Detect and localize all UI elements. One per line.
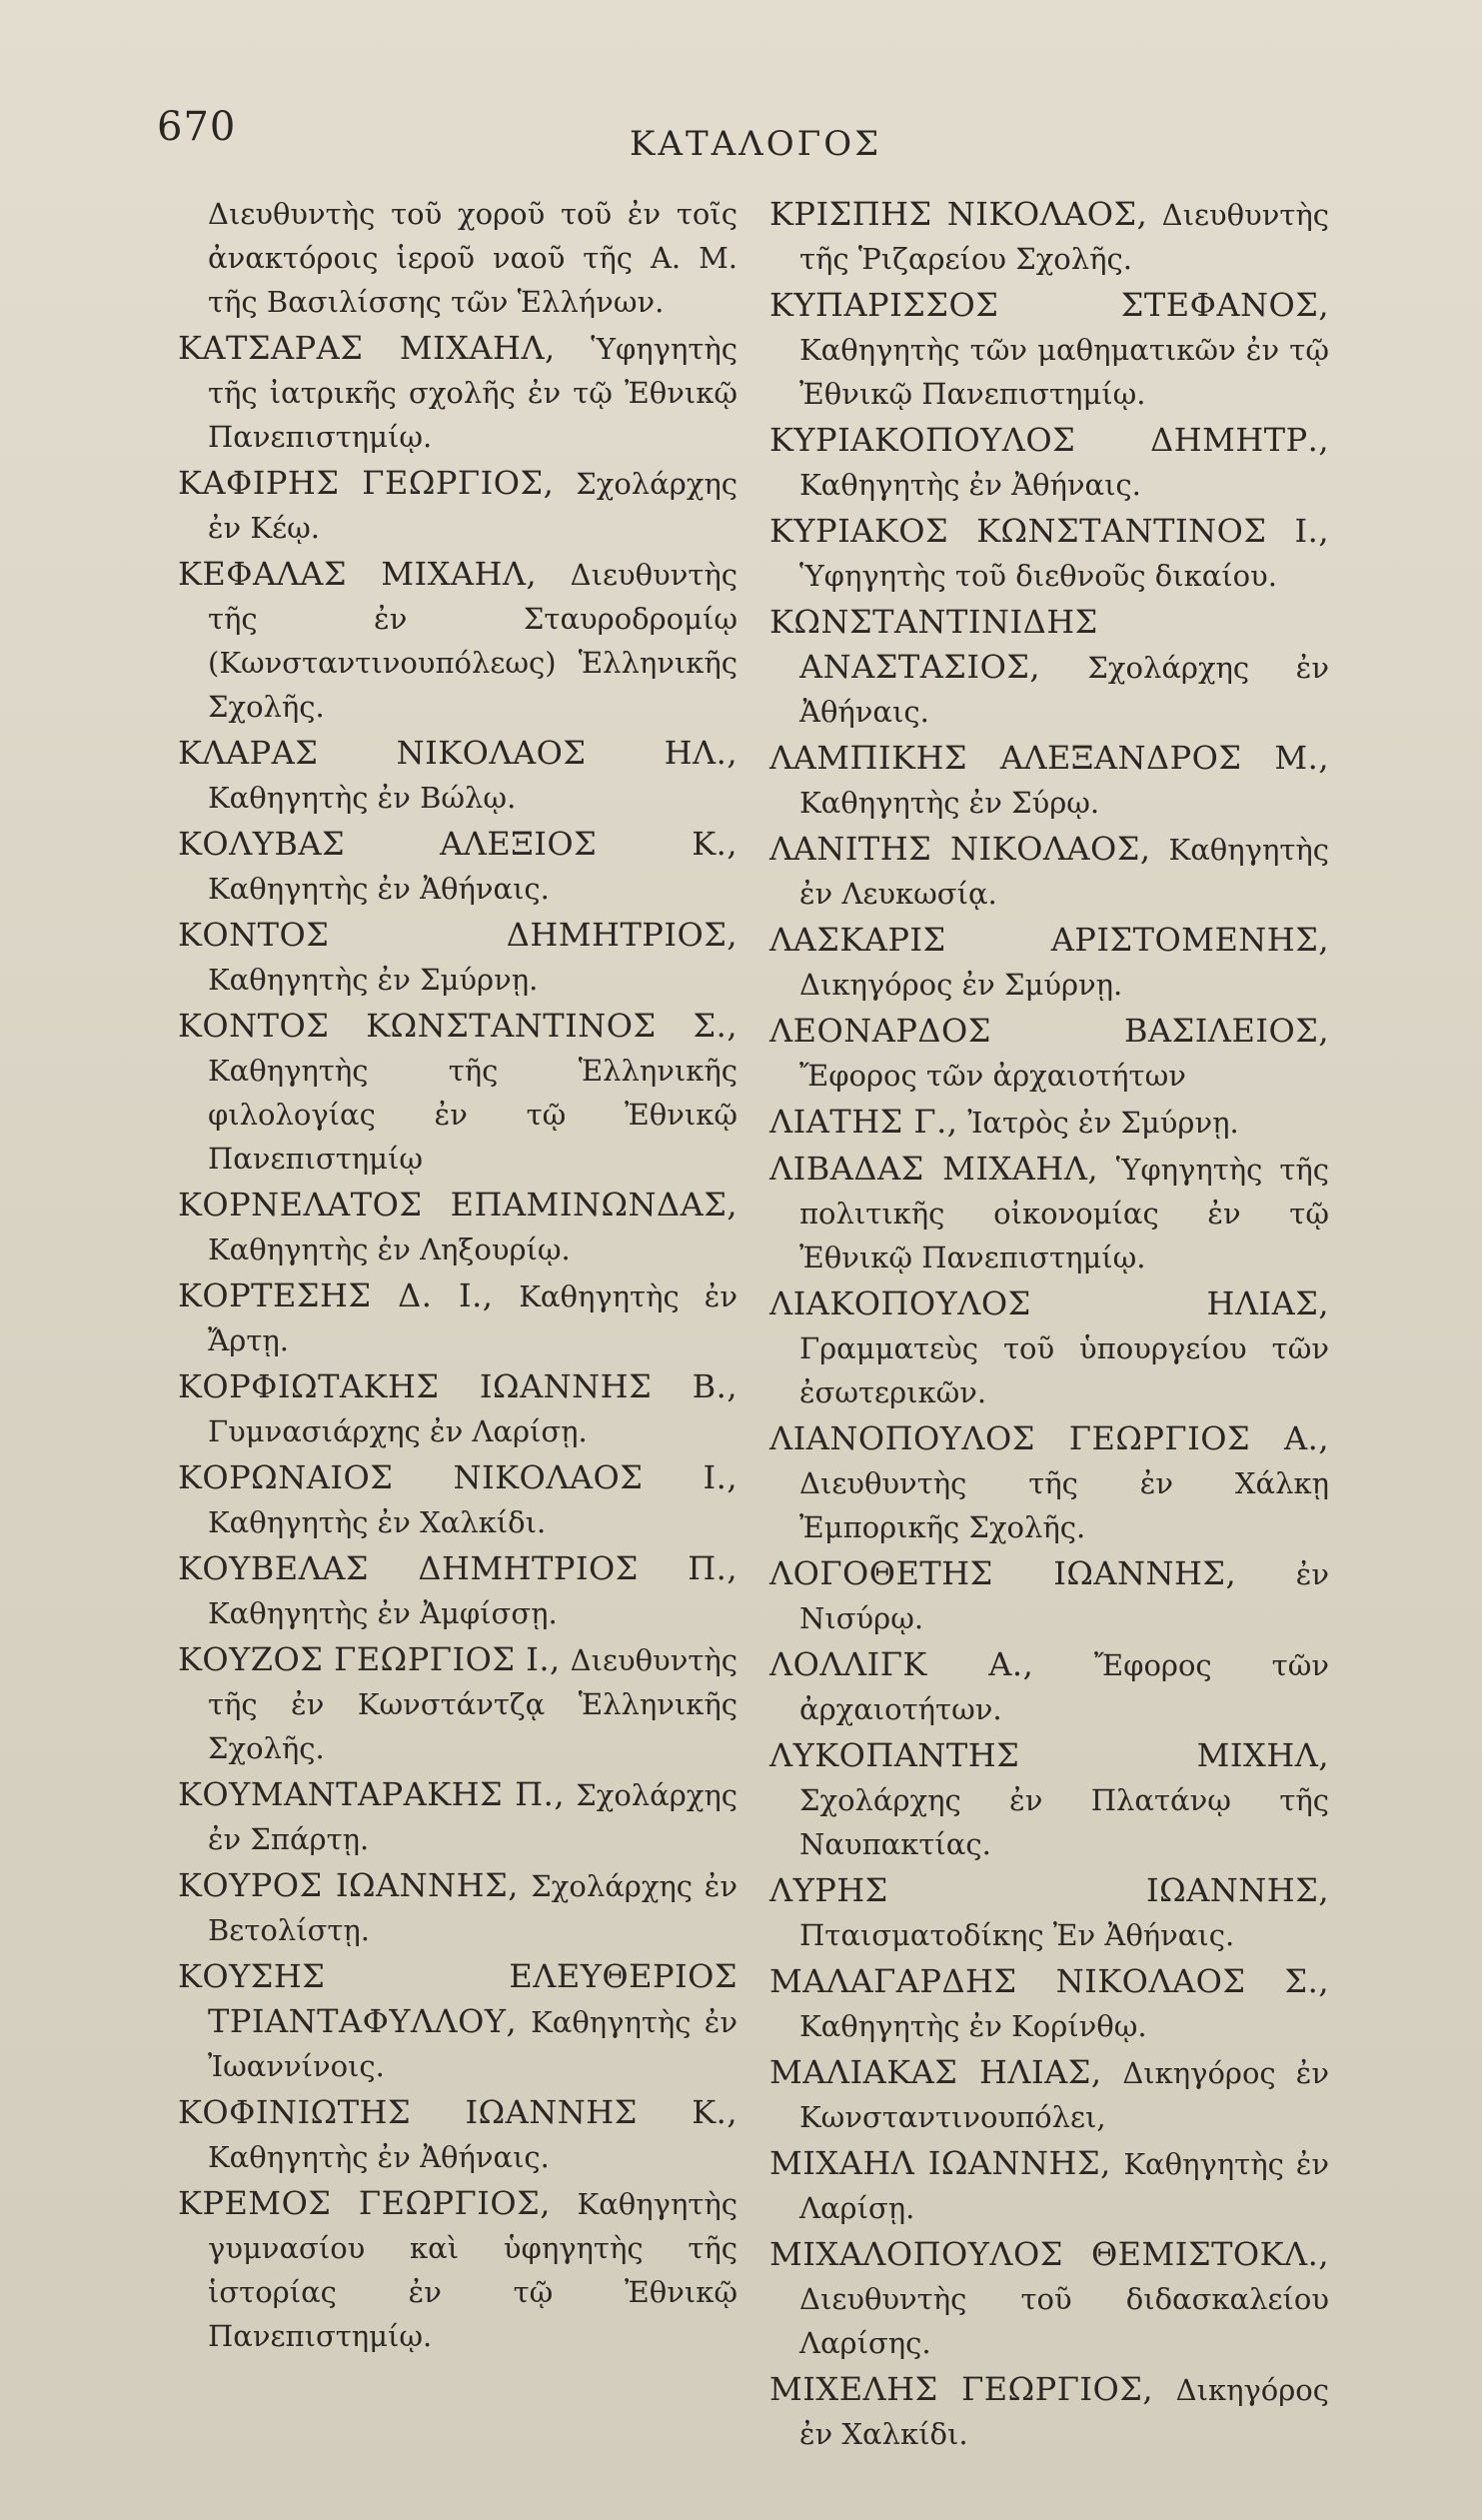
directory-entry	[178, 1863, 738, 1952]
directory-entry	[769, 418, 1329, 507]
entry-name: ΚΟΥΒΕΛΑΣ ΔΗΜΗΤΡΙΟΣ Π.,	[178, 1549, 738, 1587]
directory-entry	[769, 1959, 1329, 2048]
entry-description: Ὑφηγητὴς τῆς ἰατρικῆς σχολῆς ἐν τῷ Ἐθνικῷ Πανεπιστημίῳ.	[208, 332, 738, 454]
directory-entry	[769, 1009, 1329, 1098]
entry-name: ΛΑΣΚΑΡΙΣ ΑΡΙΣΤΟΜΕΝΗΣ,	[769, 921, 1329, 959]
entry-name: ΚΩΝΣΤΑΝΤΙΝΙΔΗΣ ΑΝΑΣΤΑΣΙΟΣ,	[769, 603, 1098, 686]
entry-description: Σχολάρχης ἐν Πλατάνῳ τῆς Ναυπακτίας.	[799, 1783, 1329, 1861]
directory-entry	[178, 1273, 738, 1362]
directory-entry	[178, 1183, 738, 1271]
entry-name: ΛΙΑΝΟΠΟΥΛΟΣ ΓΕΩΡΓΙΟΣ Α.,	[769, 1419, 1329, 1457]
entry-name: ΚΟΛΥΒΑΣ ΑΛΕΞΙΟΣ Κ.,	[178, 825, 738, 863]
directory-entry	[769, 600, 1329, 734]
entry-name: ΛΙΒΑΔΑΣ ΜΙΧΑΗΛ,	[769, 1150, 1099, 1188]
directory-entry	[769, 2367, 1329, 2456]
entry-name: ΚΟΡΤΕΣΗΣ Δ. Ι.,	[178, 1276, 494, 1314]
directory-entry	[178, 1455, 738, 1544]
entry-description: Καθηγητὴς ἐν Ἀθήναις.	[208, 872, 550, 906]
entry-description: Σχολάρχης ἐν Ἀθήναις.	[799, 651, 1329, 729]
entry-description: Καθηγητὴς ἐν Σύρῳ.	[799, 786, 1100, 820]
entry-description: Σχολάρχης ἐν Βετολίστῃ.	[208, 1869, 739, 1947]
entry-description: Σχολάρχης ἐν Σπάρτῃ.	[208, 1778, 739, 1856]
entry-description: Καθηγητὴς ἐν Ἰωαννίνοις.	[208, 2005, 738, 2083]
entry-description: Ἔφορος τῶν ἀρχαιοτήτων.	[799, 1648, 1330, 1726]
entry-name: ΚΟΡΦΙΩΤΑΚΗΣ ΙΩΑΝΝΗΣ Β.,	[178, 1367, 738, 1405]
entry-name: ΚΟΝΤΟΣ ΔΗΜΗΤΡΙΟΣ,	[178, 916, 738, 954]
entry-description: Ὑφηγητὴς τῆς πολιτικῆς οἰκονομίας ἐν τῷ Ἐθνικῷ Πανεπιστημίῳ.	[799, 1153, 1330, 1274]
entry-name: ΛΙΑΚΟΠΟΥΛΟΣ ΗΛΙΑΣ,	[769, 1284, 1329, 1322]
entry-name: ΚΡΙΣΠΗΣ ΝΙΚΟΛΑΟΣ,	[769, 195, 1148, 233]
entry-name: ΚΥΡΙΑΚΟΣ ΚΩΝΣΤΑΝΤΙΝΟΣ Ι.,	[769, 512, 1329, 550]
entry-name: ΚΥΡΙΑΚΟΠΟΥΛΟΣ ΔΗΜΗΤΡ.,	[769, 421, 1329, 459]
entry-description: Διευθυντὴς τῆς ἐν Χάλκῃ Ἐμπορικῆς Σχολῆς.	[799, 1466, 1329, 1544]
entry-description: Καθηγητὴς ἐν Χαλκίδι.	[208, 1505, 547, 1539]
entry-name: ΛΟΓΟΘΕΤΗΣ ΙΩΑΝΝΗΣ,	[769, 1554, 1237, 1592]
entry-name: ΜΙΧΕΛΗΣ ΓΕΩΡΓΙΟΣ,	[769, 2370, 1154, 2408]
entry-name: ΜΑΛΙΑΚΑΣ ΗΛΙΑΣ,	[769, 2053, 1102, 2091]
entry-description: Δικηγόρος ἐν Σμύρνῃ.	[799, 968, 1123, 1002]
directory-entry	[769, 283, 1329, 416]
directory-entry	[769, 918, 1329, 1007]
directory-entry	[769, 1868, 1329, 1957]
left-column	[178, 192, 738, 2360]
directory-entry	[769, 509, 1329, 598]
directory-entry	[178, 552, 738, 729]
directory-entry	[769, 1733, 1329, 1866]
directory-entry	[769, 192, 1329, 281]
directory-entry	[769, 1281, 1329, 1414]
entry-description: Καθηγητὴς ἐν Ἀθήναις.	[799, 468, 1141, 502]
entry-name: ΚΟΡΝΕΛΑΤΟΣ ΕΠΑΜΙΝΩΝΔΑΣ,	[178, 1186, 738, 1224]
directory-entry	[769, 1147, 1329, 1279]
entry-name: ΛΙΑΤΗΣ Γ.,	[769, 1103, 958, 1141]
entry-name: ΚΟΦΙΝΙΩΤΗΣ ΙΩΑΝΝΗΣ Κ.,	[178, 2093, 738, 2131]
entry-description: Καθηγητὴς ἐν Σμύρνῃ.	[208, 963, 539, 997]
entry-name: ΚΕΦΑΛΑΣ ΜΙΧΑΗΛ,	[178, 555, 538, 593]
directory-entry	[769, 2232, 1329, 2365]
directory-entry	[178, 326, 738, 459]
directory-entry	[178, 1772, 738, 1861]
entry-description: Διευθυντὴς τοῦ χοροῦ τοῦ ἐν τοῖς ἀνακτόροις ἱεροῦ ναοῦ τῆς Α. Μ. τῆς Βασιλίσσης τῶν Ἑλλήνων.	[208, 197, 738, 319]
directory-entry	[178, 461, 738, 550]
entry-description: Ἰατρὸς ἐν Σμύρνῃ.	[967, 1106, 1239, 1140]
entry-description: Καθηγητὴς ἐν Ἄρτῃ.	[208, 1279, 739, 1357]
entry-name: ΚΟΥΣΗΣ ΕΛΕΥΘΕΡΙΟΣ ΤΡΙΑΝΤΑΦΥΛΛΟΥ,	[178, 1957, 738, 2040]
right-column	[769, 192, 1329, 2458]
entry-name: ΚΟΝΤΟΣ ΚΩΝΣΤΑΝΤΙΝΟΣ Σ.,	[178, 1007, 738, 1045]
directory-entry	[769, 1551, 1329, 1640]
entry-name: ΛΕΟΝΑΡΔΟΣ ΒΑΣΙΛΕΙΟΣ,	[769, 1012, 1329, 1050]
entry-description: Διευθυντὴς τοῦ διδασκαλείου Λαρίσης.	[799, 2282, 1329, 2360]
entry-name: ΚΟΥΜΑΝΤΑΡΑΚΗΣ Π.,	[178, 1775, 565, 1813]
entry-name: ΚΥΠΑΡΙΣΣΟΣ ΣΤΕΦΑΝΟΣ,	[769, 286, 1329, 324]
entry-name: ΛΑΝΙΤΗΣ ΝΙΚΟΛΑΟΣ,	[769, 830, 1151, 868]
entry-description: Δικηγόρος ἐν Κωνσταντινουπόλει,	[799, 2056, 1329, 2134]
directory-entry	[178, 2090, 738, 2179]
entry-name: ΜΙΧΑΛΟΠΟΥΛΟΣ ΘΕΜΙΣΤΟΚΛ.,	[769, 2235, 1329, 2273]
directory-entry	[178, 1637, 738, 1770]
entry-name: ΚΑΤΣΑΡΑΣ ΜΙΧΑΗΛ,	[178, 329, 556, 367]
entry-name: ΛΑΜΠΙΚΗΣ ΑΛΕΞΑΝΔΡΟΣ Μ.,	[769, 739, 1329, 777]
entry-name: ΚΛΑΡΑΣ ΝΙΚΟΛΑΟΣ ΗΛ.,	[178, 734, 738, 772]
entry-name: ΛΥΚΟΠΑΝΤΗΣ ΜΙΧΗΛ,	[769, 1736, 1329, 1774]
directory-entry	[178, 731, 738, 820]
entry-description: Καθηγητὴς γυμνασίου καὶ ὑφηγητὴς τῆς ἱστορίας ἐν τῷ Ἐθνικῷ Πανεπιστημίῳ.	[208, 2187, 738, 2353]
entry-description: Καθηγητὴς τῶν μαθηματικῶν ἐν τῷ Ἐθνικῷ Πανεπιστημίῳ.	[799, 333, 1329, 411]
directory-entry	[769, 1416, 1329, 1549]
directory-entry	[769, 827, 1329, 916]
entry-description: Σχολάρχης ἐν Κέῳ.	[208, 467, 739, 545]
entry-description: Καθηγητὴς ἐν Ἀμφίσσῃ.	[208, 1596, 558, 1630]
entry-description: ἐν Νισύρῳ.	[799, 1557, 1329, 1635]
entry-description: Γυμνασιάρχης ἐν Λαρίσῃ.	[208, 1414, 588, 1448]
directory-entry	[769, 736, 1329, 825]
entry-description: Διευθυντὴς τῆς ἐν Κωνστάντζᾳ Ἑλληνικῆς Σχολῆς.	[208, 1643, 739, 1765]
directory-entry	[769, 2050, 1329, 2139]
entry-name: ΚΟΥΖΟΣ ΓΕΩΡΓΙΟΣ Ι.,	[178, 1640, 561, 1678]
entry-description: Καθηγητὴς ἐν Βώλῳ.	[208, 781, 517, 815]
directory-entry	[769, 2141, 1329, 2230]
entry-name: ΜΑΛΑΓΑΡΔΗΣ ΝΙΚΟΛΑΟΣ Σ.,	[769, 1962, 1329, 2000]
entry-description: Δικηγόρος ἐν Χαλκίδι.	[799, 2373, 1330, 2451]
entry-description: Ἔφορος τῶν ἀρχαιοτήτων	[799, 1059, 1186, 1093]
directory-entry	[178, 1546, 738, 1635]
directory-entry	[178, 1954, 738, 2088]
entry-name: ΚΟΡΩΝΑΙΟΣ ΝΙΚΟΛΑΟΣ Ι.,	[178, 1458, 738, 1496]
directory-entry	[178, 192, 738, 324]
entry-name: ΛΥΡΗΣ ΙΩΑΝΝΗΣ,	[769, 1871, 1329, 1909]
directory-entry	[178, 822, 738, 911]
directory-entry	[178, 2181, 738, 2358]
entry-description: Καθηγητὴς ἐν Ἀθήναις.	[208, 2140, 550, 2174]
entry-description: Ὑφηγητὴς τοῦ διεθνοῦς δικαίου.	[799, 559, 1277, 593]
directory-entry	[178, 1364, 738, 1453]
entry-name: ΛΟΛΛΙΓΚ Α.,	[769, 1645, 1034, 1683]
entry-description: Καθηγητὴς ἐν Ληξουρίῳ.	[208, 1233, 571, 1266]
running-title: ΚΑΤΑΛΟΓΟΣ	[630, 124, 882, 164]
entry-description: Πταισματοδίκης Ἐν Ἀθήναις.	[799, 1918, 1235, 1952]
entry-name: ΜΙΧΑΗΛ ΙΩΑΝΝΗΣ,	[769, 2144, 1111, 2182]
entry-description: Καθηγητὴς ἐν Κορίνθῳ.	[799, 2009, 1147, 2043]
directory-entry	[178, 913, 738, 1002]
entry-description: Διευθυντὴς τῆς Ῥιζαρείου Σχολῆς.	[799, 198, 1329, 276]
entry-name: ΚΑΦΙΡΗΣ ΓΕΩΡΓΙΟΣ,	[178, 464, 555, 502]
directory-entry	[178, 1004, 738, 1181]
directory-entry	[769, 1642, 1329, 1731]
entry-description: Διευθυντὴς τῆς ἐν Σταυροδρομίῳ (Κωνσταντινουπόλεως) Ἑλληνικῆς Σχολῆς.	[208, 558, 739, 724]
entry-description: Καθηγητὴς τῆς Ἑλληνικῆς φιλολογίας ἐν τῷ Ἐθνικῷ Πανεπιστημίῳ	[208, 1054, 738, 1176]
entry-description: Καθηγητὴς ἐν Λαρίσῃ.	[799, 2147, 1330, 2225]
entry-description: Γραμματεὺς τοῦ ὑπουργείου τῶν ἐσωτερικῶν.	[799, 1331, 1329, 1409]
entry-name: ΚΡΕΜΟΣ ΓΕΩΡΓΙΟΣ,	[178, 2184, 551, 2222]
directory-entry	[769, 1100, 1329, 1145]
page-number: 670	[157, 104, 237, 150]
entry-name: ΚΟΥΡΟΣ ΙΩΑΝΝΗΣ,	[178, 1866, 519, 1904]
entry-description: Καθηγητὴς ἐν Λευκωσίᾳ.	[799, 833, 1329, 911]
